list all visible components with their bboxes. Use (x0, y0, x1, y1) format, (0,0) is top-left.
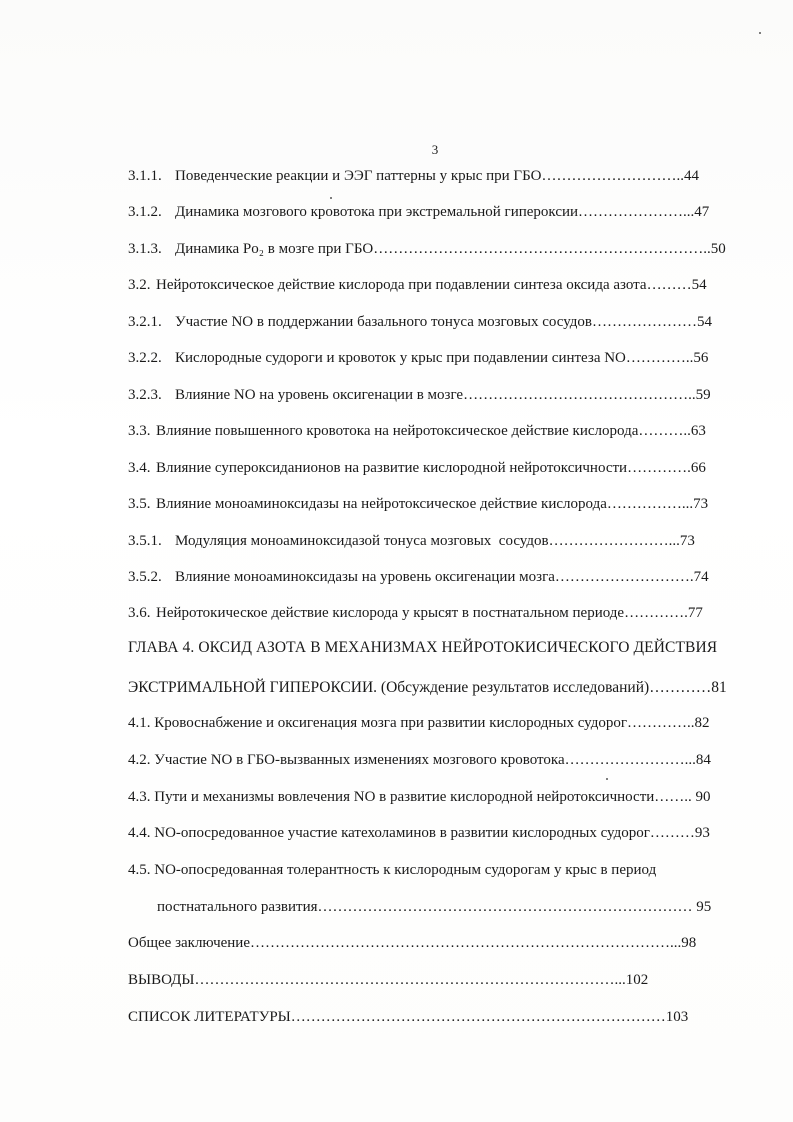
toc-entry-number: 3.2.2. (128, 350, 162, 366)
toc-entry-page: 82 (694, 715, 710, 731)
toc-entry-title: Общее заключение (128, 935, 250, 951)
toc-entry-number: 4.5. (128, 862, 151, 878)
toc-entry-title: СПИСОК ЛИТЕРАТУРЫ (128, 1009, 291, 1025)
toc-entry-number: 3.2.1. (128, 314, 162, 330)
toc-dot-leader: ……………………... (548, 533, 680, 549)
toc-entry-page: 63 (690, 423, 706, 439)
toc-entry-page: 98 (681, 935, 697, 951)
toc-entry-3-2-2[interactable] (128, 349, 743, 367)
toc-entry-title: Нейротокическое действие кислорода у крысят в постнатальном периоде (156, 605, 625, 621)
toc-entry-title: Влияние NO на уровень оксигенации в мозге (175, 387, 464, 403)
toc-dot-leader: …………………………………………………………………………... (250, 935, 682, 951)
toc-entry-number: 3.2. (128, 277, 151, 293)
toc-entry-page: 54 (696, 314, 712, 330)
toc-entry-page: 73 (693, 496, 709, 512)
toc-entry-title: Нейротоксическое действие кислорода при подавлении синтеза оксида азота (156, 277, 647, 293)
toc-entry-title: постнатального развития (157, 899, 318, 915)
toc-dot-leader: ……………………………………….. (463, 387, 696, 403)
toc-entry-4-2[interactable] (128, 751, 748, 769)
toc-entry-page: 84 (695, 752, 711, 768)
toc-dot-leader: …………. (624, 605, 688, 621)
toc-entry-number: 3.1.1. (128, 168, 162, 184)
toc-entry-page: 77 (687, 605, 703, 621)
toc-dot-leader: ………… (649, 679, 712, 696)
toc-entry-3-1-1[interactable] (128, 167, 743, 185)
toc-dot-leader: ……………... (606, 496, 694, 512)
toc-dot-leader: ……… (646, 277, 692, 293)
toc-entry-3-1-3[interactable] (128, 240, 743, 258)
toc-dot-leader: ………………………………………………………………… (290, 1009, 666, 1025)
toc-entry-number: 3.1.3. (128, 241, 162, 257)
chapter-4-title-line2: ЭКСТРИМАЛЬНОЙ ГИПЕРОКСИИ. (128, 679, 378, 696)
toc-entry-conclusions[interactable] (128, 971, 748, 989)
toc-entry-page: 102 (625, 972, 649, 988)
toc-entry-3-6[interactable] (128, 604, 748, 622)
toc-entry-page: 74 (693, 569, 709, 585)
toc-entry-3-2-3[interactable] (128, 386, 743, 404)
toc-dot-leader: …………. (627, 460, 691, 476)
toc-entry-references[interactable] (128, 1008, 748, 1026)
toc-entry-number: 4.3. (128, 789, 151, 805)
toc-entry-page: 44 (683, 168, 699, 184)
chapter-4-heading-line2[interactable] (128, 678, 748, 697)
toc-entry-3-3[interactable] (128, 422, 743, 440)
toc-entry-page: 93 (694, 825, 710, 841)
toc-dot-leader: …….. (654, 789, 692, 805)
toc-entry-page: 95 (696, 899, 712, 915)
toc-entry-number: 3.5. (128, 496, 151, 512)
toc-dot-leader: ……………………... (564, 752, 696, 768)
toc-entry-page: 59 (695, 387, 711, 403)
toc-dot-leader: ………………………. (554, 569, 694, 585)
scan-speck (330, 197, 332, 199)
toc-entry-3-5[interactable] (128, 495, 743, 513)
toc-entry-number: 3.3. (128, 423, 151, 439)
toc-dot-leader: ………………………………………………………………… (317, 899, 693, 915)
toc-dot-leader: ………………………………………………………….. (373, 241, 711, 257)
toc-entry-page: 90 (695, 789, 711, 805)
toc-entry-title: Влияние супероксиданионов на развитие кислородной нейротоксичности (156, 460, 628, 476)
toc-entry-title: Участие NO в поддержании базального тонуса мозговых сосудов (175, 314, 592, 330)
toc-dot-leader: …………………………………………………………………………... (194, 972, 626, 988)
toc-dot-leader: …………………... (578, 204, 695, 220)
toc-entry-number: 4.2. (128, 752, 151, 768)
chapter-4-subtitle: (Обсуждение результатов исследований) (377, 679, 650, 696)
toc-entry-3-2-1[interactable] (128, 313, 743, 331)
toc-entry-title: NO-опосредованная толерантность к кислородным судорогам у крыс в период (154, 862, 657, 878)
toc-dot-leader: ……………………….. (541, 168, 684, 184)
toc-entry-4-5-continued[interactable] (157, 898, 748, 916)
toc-entry-number: 3.5.2. (128, 569, 162, 585)
toc-entry-title: Кислородные судороги и кровоток у крыс при подавлении синтеза NO (175, 350, 626, 366)
toc-entry-general-conclusion[interactable] (128, 934, 748, 952)
toc-entry-page: 81 (711, 679, 727, 696)
toc-entry-page: 47 (694, 204, 710, 220)
toc-entry-3-5-2[interactable] (128, 568, 743, 586)
toc-entry-title: Влияние моноаминоксидазы на уровень оксигенации мозга (175, 569, 555, 585)
scan-speck (759, 32, 761, 34)
chapter-4-heading[interactable] (128, 638, 748, 657)
toc-entry-3-4[interactable] (128, 459, 743, 477)
page-number: 3 (431, 142, 439, 157)
toc-dot-leader: ………….. (627, 715, 695, 731)
toc-entry-page: 54 (691, 277, 707, 293)
toc-entry-number: 4.1. (128, 715, 151, 731)
toc-entry-title: NO-опосредованное участие катехоламинов в развитии кислородных судорог (154, 825, 650, 841)
toc-entry-number: 4.4. (128, 825, 151, 841)
toc-entry-4-4[interactable] (128, 824, 748, 842)
scan-speck (606, 778, 608, 780)
toc-entry-title: Пути и механизмы вовлечения NO в развитие кислородной нейротоксичности (154, 789, 655, 805)
toc-entry-title: Динамика Po₂ в мозге при ГБО (175, 241, 374, 257)
toc-entry-number: 3.1.2. (128, 204, 162, 220)
toc-entry-page: 50 (710, 241, 726, 257)
toc-entry-page: 66 (690, 460, 706, 476)
chapter-4-title-line1: ГЛАВА 4. ОКСИД АЗОТА В МЕХАНИЗМАХ НЕЙРОТОКИСИЧЕСКОГО ДЕЙСТВИЯ (128, 639, 718, 656)
toc-entry-4-5[interactable] (128, 861, 748, 879)
toc-entry-number: 3.4. (128, 460, 151, 476)
toc-dot-leader: ………………… (591, 314, 697, 330)
toc-entry-title: Влияние моноаминоксидазы на нейротоксическое действие кислорода (156, 496, 607, 512)
toc-entry-page: 73 (679, 533, 695, 549)
toc-entry-title: Кровоснабжение и оксигенация мозга при развитии кислородных судорог (154, 715, 628, 731)
toc-entry-4-1[interactable] (128, 714, 748, 732)
toc-entry-title: Модуляция моноаминоксидазой тонуса мозговых сосудов (175, 533, 549, 549)
toc-dot-leader: ……… (649, 825, 695, 841)
toc-entry-page: 56 (693, 350, 709, 366)
toc-entry-title: Поведенческие реакции и ЭЭГ паттерны у крыс при ГБО (175, 168, 542, 184)
toc-entry-title: Влияние повышенного кровотока на нейротоксическое действие кислорода (156, 423, 639, 439)
toc-entry-3-5-1[interactable] (128, 532, 743, 550)
toc-entry-3-2[interactable] (128, 276, 743, 294)
toc-dot-leader: ………….. (625, 350, 694, 366)
toc-entry-3-1-2[interactable] (128, 203, 743, 221)
toc-entry-number: 3.5.1. (128, 533, 162, 549)
toc-entry-number: 3.2.3. (128, 387, 162, 403)
toc-entry-page: 103 (665, 1009, 689, 1025)
toc-entry-title: Участие NO в ГБО-вызванных изменениях мозгового кровотока (154, 752, 565, 768)
toc-entry-number: 3.6. (128, 605, 151, 621)
toc-entry-title: Динамика мозгового кровотока при экстремальной гипероксии (175, 204, 579, 220)
toc-dot-leader: ……….. (638, 423, 691, 439)
toc-entry-4-3[interactable] (128, 788, 748, 806)
toc-entry-title: ВЫВОДЫ (128, 972, 195, 988)
